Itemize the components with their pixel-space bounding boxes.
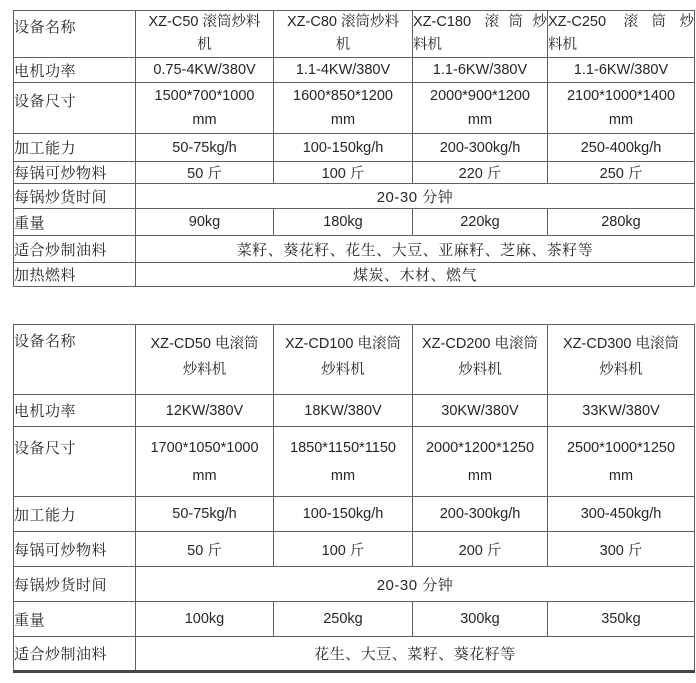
row-dimensions (14, 83, 695, 134)
header-row (14, 11, 695, 58)
row-motor-power (14, 58, 695, 83)
row-label: 每锅炒货时间 (14, 567, 136, 602)
model-header-xz-cd50 (136, 325, 274, 395)
model-header-xz-c180 (413, 11, 548, 58)
row-label: 加工能力 (14, 497, 136, 532)
size-dims: 2000*900*1200 (430, 88, 530, 104)
row-dimensions (14, 427, 695, 497)
row-label: 适合炒制油料 (14, 236, 136, 263)
model-name-line2: 机 (335, 37, 351, 53)
size-unit: mm (608, 467, 634, 484)
size-unit: mm (330, 467, 356, 484)
header-row (14, 325, 695, 395)
cell-value: 90kg (136, 209, 274, 236)
cell-value: 50-75kg/h (136, 497, 274, 532)
cell-value: 350kg (548, 602, 695, 637)
row-label: 设备尺寸 (14, 427, 136, 497)
cell-merged-value: 煤炭、木材、燃气 (136, 263, 695, 287)
model-name-line1: XZ-C80 滚筒炒料 (287, 14, 399, 30)
cell-value (413, 427, 548, 497)
cell-merged-value: 20-30 分钟 (136, 567, 695, 602)
size-unit: mm (467, 467, 493, 484)
cell-value: 200-300kg/h (413, 134, 548, 162)
row-label: 每锅可炒物料 (14, 162, 136, 184)
size-dims: 1700*1050*1000 (150, 439, 259, 456)
header-label: 设备名称 (14, 11, 136, 58)
row-label: 适合炒制油料 (14, 637, 136, 672)
cell-merged-value: 20-30 分钟 (136, 184, 695, 209)
cell-value: 1.1-4KW/380V (274, 58, 413, 83)
model-header-xz-cd300 (548, 325, 695, 395)
row-label: 重量 (14, 209, 136, 236)
model-name-line1: XZ-CD200 电滚筒 (421, 336, 539, 352)
size-unit: mm (608, 112, 634, 128)
model-header-xz-c80 (274, 11, 413, 58)
row-weight (14, 602, 695, 637)
cell-value: 50 斤 (136, 162, 274, 184)
cell-value: 220kg (413, 209, 548, 236)
cell-value (274, 427, 413, 497)
cell-value: 250 斤 (548, 162, 695, 184)
cell-value: 12KW/380V (136, 395, 274, 427)
spec-table-electric-roasters (13, 324, 695, 673)
model-name-line1: XZ-CD100 电滚筒 (284, 336, 402, 352)
cell-value: 220 斤 (413, 162, 548, 184)
cell-value: 250kg (274, 602, 413, 637)
row-label: 加热燃料 (14, 263, 136, 287)
model-name-line1: XZ-CD50 电滚筒 (150, 336, 259, 352)
model-name-line2: 炒料机 (321, 362, 365, 378)
cell-merged-value: 菜籽、葵花籽、花生、大豆、亚麻籽、芝麻、茶籽等 (136, 236, 695, 263)
size-dims: 2500*1000*1250 (566, 439, 676, 456)
model-name-line1: XZ-C250 滚筒炒 (548, 14, 694, 30)
model-name-line1: XZ-C50 滚筒炒料 (148, 14, 261, 30)
model-name-line1: XZ-CD300 电滚筒 (562, 336, 680, 352)
row-frying-time (14, 184, 695, 209)
row-suitable-oils (14, 236, 695, 263)
row-weight (14, 209, 695, 236)
row-label: 重量 (14, 602, 136, 637)
cell-value: 100 斤 (274, 532, 413, 567)
row-suitable-oils (14, 637, 695, 672)
cell-value: 200-300kg/h (413, 497, 548, 532)
header-label: 设备名称 (14, 325, 136, 395)
row-motor-power (14, 395, 695, 427)
cell-value: 100-150kg/h (274, 497, 413, 532)
cell-value: 100-150kg/h (274, 134, 413, 162)
cell-value: 280kg (548, 209, 695, 236)
model-header-xz-cd200 (413, 325, 548, 395)
model-header-xz-c50 (136, 11, 274, 58)
row-label: 电机功率 (14, 58, 136, 83)
size-unit: mm (192, 112, 217, 128)
row-material-per-pot (14, 532, 695, 567)
model-name-line1: XZ-C180 滚筒炒 (413, 14, 547, 30)
cell-value: 250-400kg/h (548, 134, 695, 162)
model-name-line2: 料机 (413, 37, 442, 53)
row-label: 电机功率 (14, 395, 136, 427)
row-label: 每锅炒货时间 (14, 184, 136, 209)
cell-value: 100kg (136, 602, 274, 637)
cell-value: 200 斤 (413, 532, 548, 567)
cell-value: 0.75-4KW/380V (136, 58, 274, 83)
cell-value (136, 83, 274, 134)
row-processing-capacity (14, 134, 695, 162)
cell-value: 100 斤 (274, 162, 413, 184)
cell-value: 18KW/380V (274, 395, 413, 427)
row-material-per-pot (14, 162, 695, 184)
cell-value: 300-450kg/h (548, 497, 695, 532)
size-dims: 1850*1150*1150 (290, 439, 396, 456)
cell-value: 1.1-6KW/380V (548, 58, 695, 83)
row-frying-time (14, 567, 695, 602)
cell-value: 180kg (274, 209, 413, 236)
cell-value (136, 427, 274, 497)
cell-value: 50-75kg/h (136, 134, 274, 162)
spec-table-gas-roasters (13, 10, 695, 287)
row-processing-capacity (14, 497, 695, 532)
cell-value: 300kg (413, 602, 548, 637)
cell-value: 50 斤 (136, 532, 274, 567)
size-dims: 2100*1000*1400 (566, 88, 676, 104)
size-dims: 1500*700*1000 (154, 88, 255, 104)
row-label: 加工能力 (14, 134, 136, 162)
model-name-line2: 机 (197, 37, 212, 53)
model-name-line2: 炒料机 (599, 362, 643, 378)
model-name-line2: 炒料机 (182, 362, 227, 378)
row-label: 每锅可炒物料 (14, 532, 136, 567)
size-dims: 2000*1200*1250 (425, 439, 535, 456)
row-label: 设备尺寸 (14, 83, 136, 134)
model-header-xz-c250 (548, 11, 695, 58)
cell-value: 33KW/380V (548, 395, 695, 427)
model-header-xz-cd100 (274, 325, 413, 395)
model-name-line2: 炒料机 (458, 362, 502, 378)
cell-value (548, 427, 695, 497)
row-heating-fuel (14, 263, 695, 287)
cell-value (413, 83, 548, 134)
cell-value: 1.1-6KW/380V (413, 58, 548, 83)
model-name-line2: 料机 (548, 37, 577, 53)
cell-merged-value: 花生、大豆、菜籽、葵花籽等 (136, 637, 695, 672)
cell-value (548, 83, 695, 134)
size-dims: 1600*850*1200 (293, 88, 393, 104)
cell-value: 30KW/380V (413, 395, 548, 427)
size-unit: mm (467, 112, 493, 128)
cell-value (274, 83, 413, 134)
size-unit: mm (192, 467, 217, 484)
size-unit: mm (330, 112, 356, 128)
cell-value: 300 斤 (548, 532, 695, 567)
